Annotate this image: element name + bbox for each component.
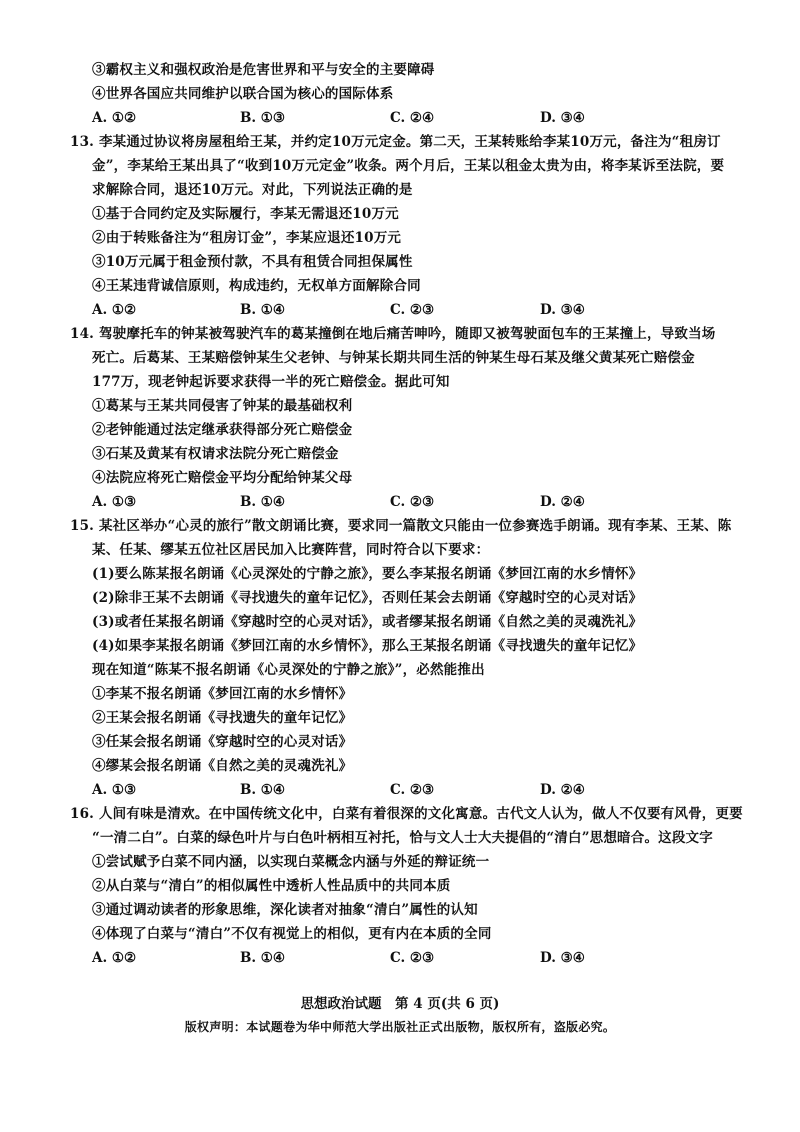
q16-option-b: B. ①④ — [240, 950, 286, 966]
q16-option-d: D. ③④ — [540, 950, 585, 966]
q13-stem-line: 金”，李某给王某出具了“收到10万元定金”收条。两个月后，王某以租金太贵为由，将李某诉至法院，要 — [92, 158, 725, 174]
q15-condition: (3)或者任某报名朗诵《穿越时空的心灵对话》，或者缪某报名朗诵《自然之美的灵魂洗礼》 — [92, 614, 643, 630]
q15-item: ②王某会报名朗诵《寻找遗失的童年记忆》 — [92, 710, 353, 726]
q14-option-a: A. ①③ — [92, 494, 137, 510]
q14-stem-line: 177万，现老钟起诉要求获得一半的死亡赔偿金。据此可知 — [92, 374, 450, 390]
q14-item: ①葛某与王某共同侵害了钟某的最基础权利 — [92, 398, 353, 414]
q12-item-3: ③霸权主义和强权政治是危害世界和平与安全的主要障碍 — [92, 62, 435, 78]
q16-option-a: A. ①② — [92, 950, 137, 966]
q13-option-d: D. ③④ — [540, 302, 585, 318]
q15-condition: (2)除非王某不去朗诵《寻找遗失的童年记忆》，否则任某会去朗诵《穿越时空的心灵对话》 — [92, 590, 643, 606]
q15-stem-line: 15. 某社区举办“心灵的旅行”散文朗诵比赛，要求同一篇散文只能由一位参赛选手朗诵。现有李某、王某、陈 — [70, 518, 732, 534]
q13-item: ①基于合同约定及实际履行，李某无需退还10万元 — [92, 206, 399, 222]
q14-option-b: B. ①④ — [240, 494, 286, 510]
q13-item: ②由于转账备注为“租房订金”，李某应退还10万元 — [92, 230, 402, 246]
q12-option-d: D. ③④ — [540, 110, 585, 126]
q15-condition: (4)如果李某报名朗诵《梦回江南的水乡情怀》，那么王某报名朗诵《寻找遗失的童年记忆》 — [92, 638, 643, 654]
q13-item: ③10万元属于租金预付款，不具有租赁合同担保属性 — [92, 254, 413, 270]
q14-stem-line: 死亡。后葛某、王某赔偿钟某生父老钟、与钟某长期共同生活的钟某生母石某及继父黄某死亡赔偿金 — [92, 350, 695, 366]
q16-stem-line: “一清二白”。白菜的绿色叶片与白色叶柄相互衬托，恰与文人士大夫提倡的“清白”思想暗合。这段文字 — [92, 830, 713, 846]
q16-item: ④体现了白菜与“清白”不仅有视觉上的相似，更有内在本质的全同 — [92, 926, 492, 942]
q13-option-b: B. ①④ — [240, 302, 286, 318]
q12-option-b: B. ①③ — [240, 110, 286, 126]
q15-item: ④缪某会报名朗诵《自然之美的灵魂洗礼》 — [92, 758, 353, 774]
q14-option-c: C. ②③ — [390, 494, 435, 510]
q14-option-d: D. ②④ — [540, 494, 585, 510]
page-number-label: 思想政治试题 第 4 页(共 6 页) — [300, 996, 500, 1012]
q14-stem-line: 14. 驾驶摩托车的钟某被驾驶汽车的葛某撞倒在地后痛苦呻吟，随即又被驾驶面包车的王某撞上，导致当场 — [70, 326, 716, 342]
q12-option-a: A. ①② — [92, 110, 137, 126]
q13-option-a: A. ①② — [92, 302, 137, 318]
q12-option-c: C. ②④ — [390, 110, 435, 126]
q15-stem-line: 现在知道“陈某不报名朗诵《心灵深处的宁静之旅》”，必然能推出 — [92, 662, 485, 678]
q14-item: ②老钟能通过法定继承获得部分死亡赔偿金 — [92, 422, 353, 438]
q13-stem-line: 求解除合同，退还10万元。对此，下列说法正确的是 — [92, 182, 413, 198]
q13-item: ④王某违背诚信原则，构成违约，无权单方面解除合同 — [92, 278, 421, 294]
q12-item-4: ④世界各国应共同维护以联合国为核心的国际体系 — [92, 86, 394, 102]
q16-stem-line: 16. 人间有味是清欢。在中国传统文化中，白菜有着很深的文化寓意。古代文人认为，做人不仅要有风骨，更要 — [70, 806, 743, 822]
q16-option-c: C. ②③ — [390, 950, 435, 966]
q15-option-b: B. ①④ — [240, 782, 286, 798]
q15-item: ③任某会报名朗诵《穿越时空的心灵对话》 — [92, 734, 353, 750]
q15-option-a: A. ①③ — [92, 782, 137, 798]
q15-option-c: C. ②③ — [390, 782, 435, 798]
q13-option-c: C. ②③ — [390, 302, 435, 318]
copyright-notice: 版权声明：本试题卷为华中师范大学出版社正式出版物，版权所有，盗版必究。 — [184, 1020, 616, 1034]
q14-item: ③石某及黄某有权请求法院分死亡赔偿金 — [92, 446, 339, 462]
q15-stem-line: 某、任某、缪某五位社区居民加入比赛阵营，同时符合以下要求： — [92, 542, 490, 558]
q13-stem-line: 13. 李某通过协议将房屋租给王某，并约定10万元定金。第二天，王某转账给李某10万元，备注为“租房订 — [70, 134, 721, 150]
q15-option-d: D. ②④ — [540, 782, 585, 798]
q15-item: ①李某不报名朗诵《梦回江南的水乡情怀》 — [92, 686, 353, 702]
q16-item: ②从白菜与“清白”的相似属性中透析人性品质中的共同本质 — [92, 878, 451, 894]
q16-item: ③通过调动读者的形象思维，深化读者对抽象“清白”属性的认知 — [92, 902, 478, 918]
q15-condition: (1)要么陈某报名朗诵《心灵深处的宁静之旅》，要么李某报名朗诵《梦回江南的水乡情怀》 — [92, 566, 643, 582]
q14-item: ④法院应将死亡赔偿金平均分配给钟某父母 — [92, 470, 353, 486]
q16-item: ①尝试赋予白菜不同内涵，以实现白菜概念内涵与外延的辩证统一 — [92, 854, 490, 870]
